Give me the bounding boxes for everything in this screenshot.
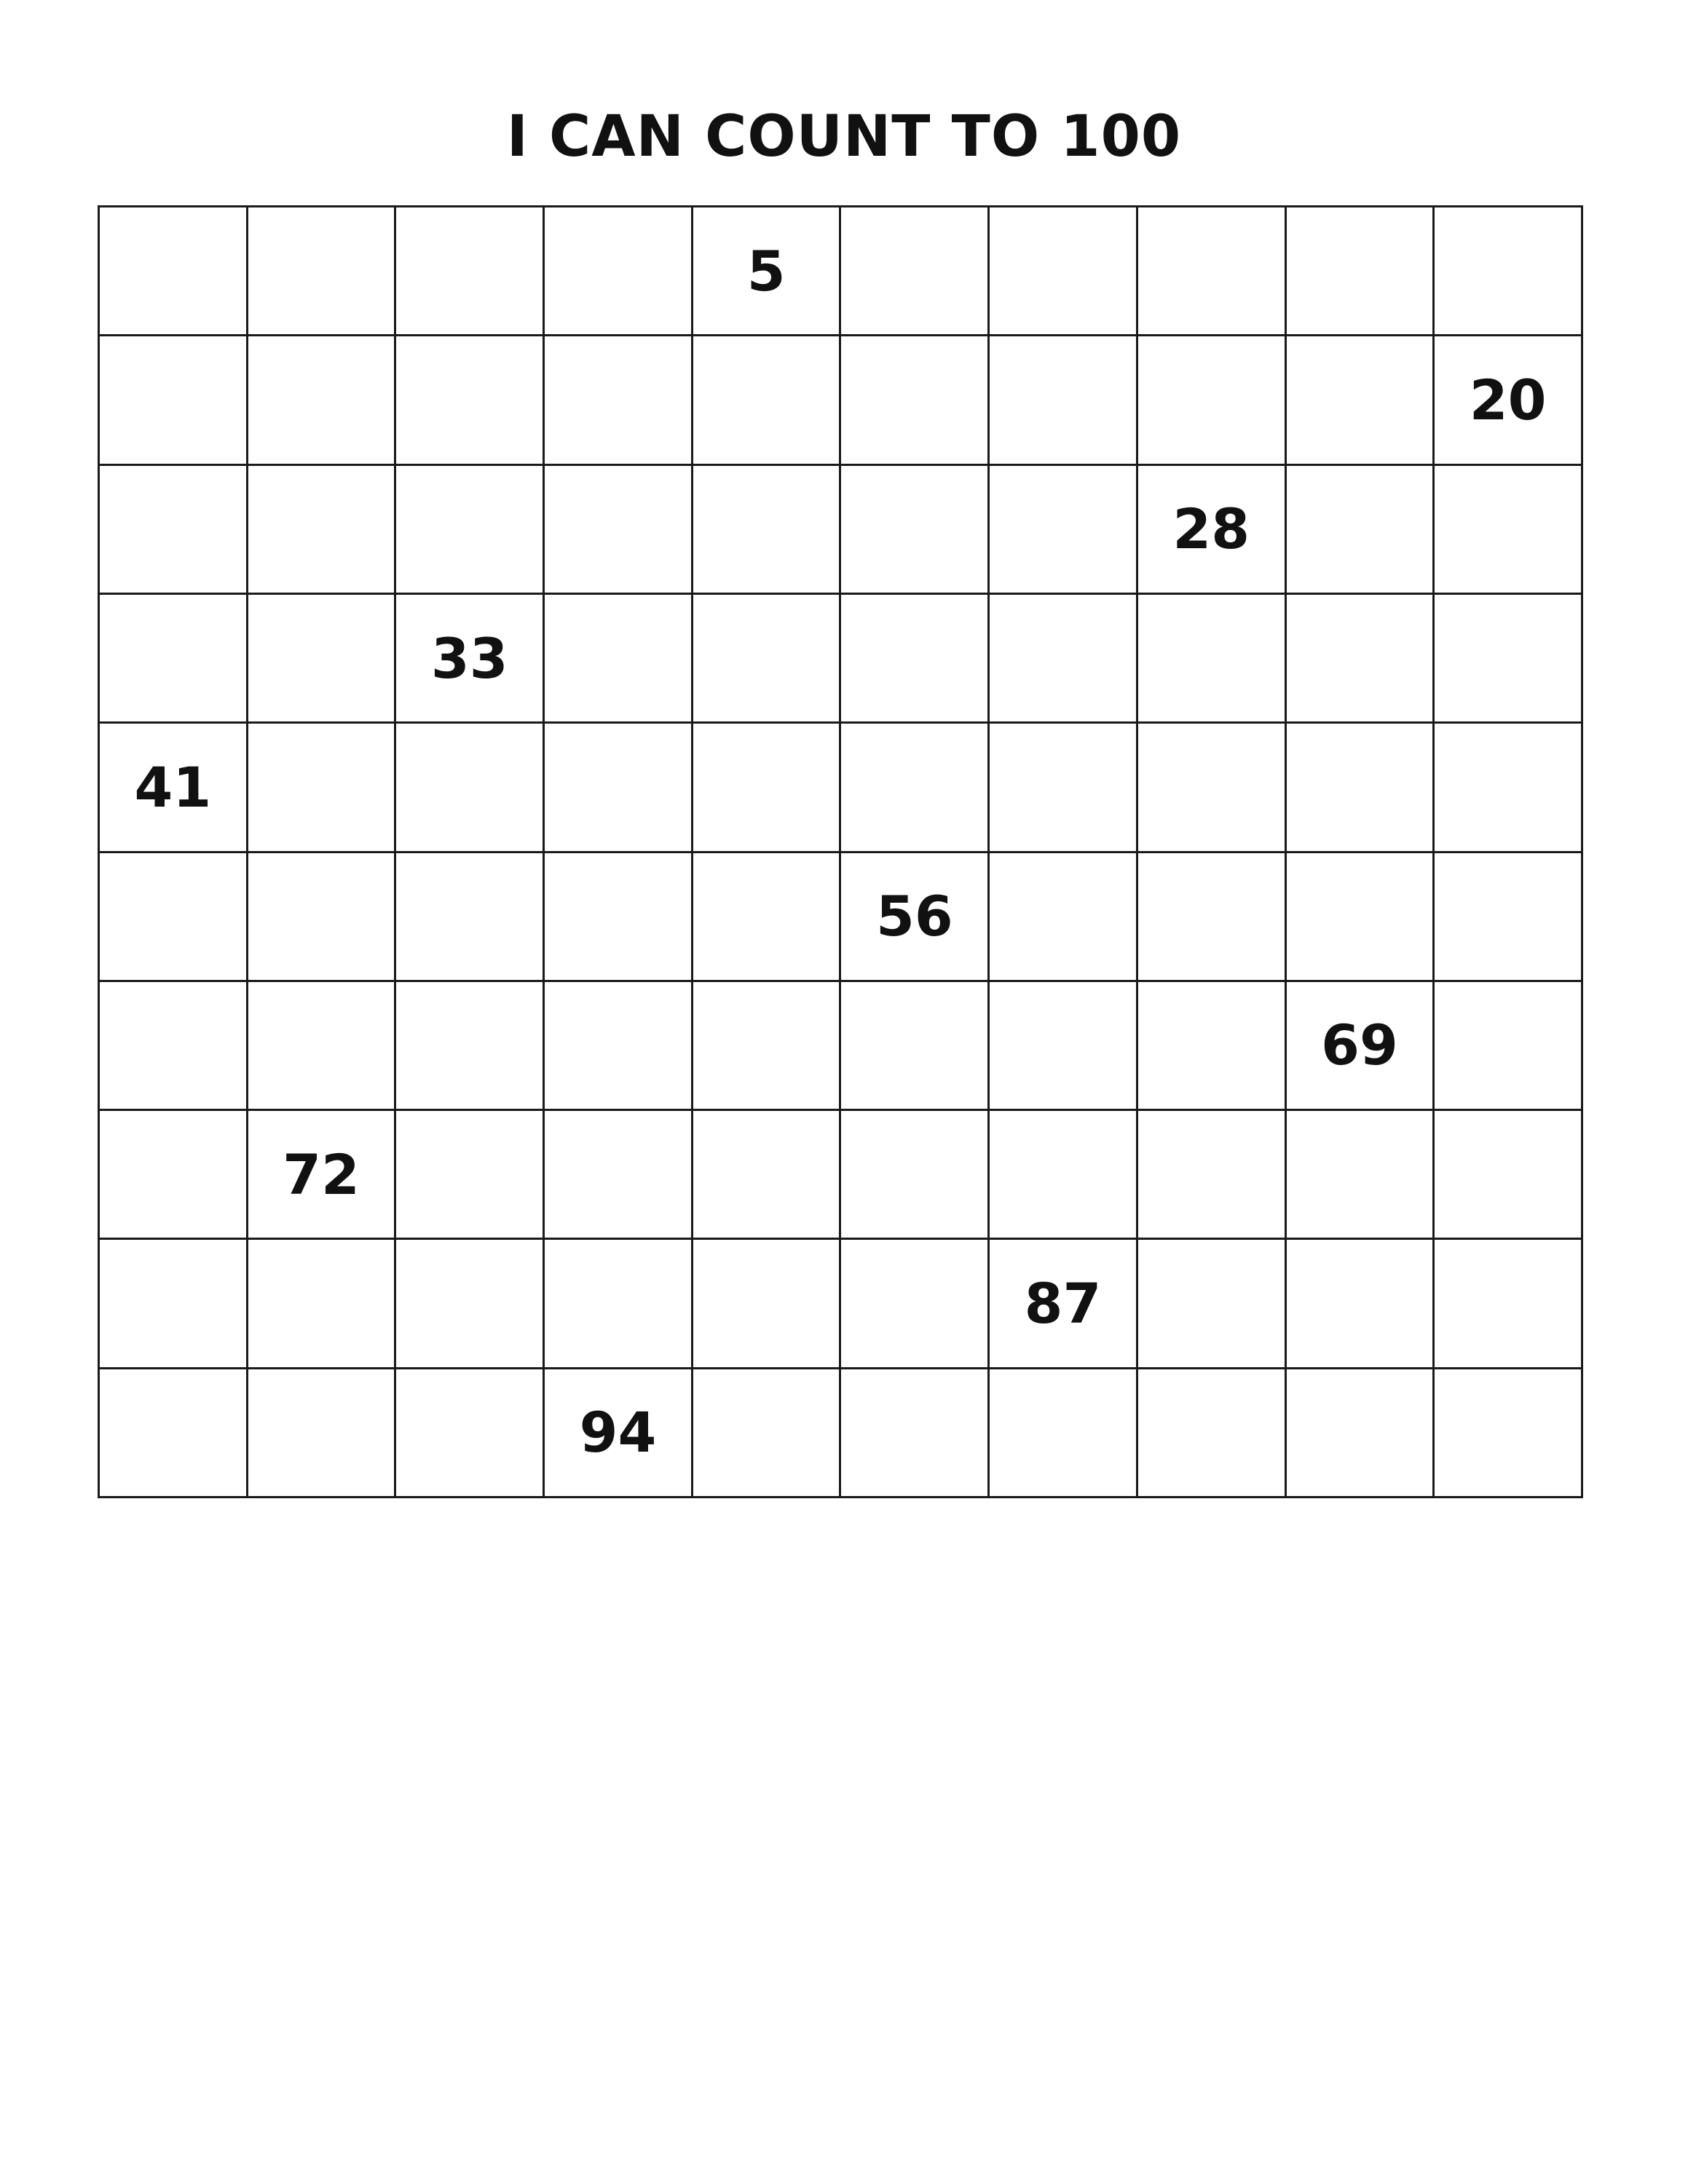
grid-cell-empty[interactable] xyxy=(100,853,248,982)
grid-cell-empty[interactable] xyxy=(990,466,1138,595)
grid-cell-filled: 72 xyxy=(248,1111,397,1240)
grid-cell-empty[interactable] xyxy=(1287,336,1435,465)
grid-cell-empty[interactable] xyxy=(990,853,1138,982)
grid-cell-empty[interactable] xyxy=(693,336,842,465)
grid-cell-empty[interactable] xyxy=(1435,207,1583,336)
grid-cell-empty[interactable] xyxy=(396,466,545,595)
grid-cell-empty[interactable] xyxy=(248,853,397,982)
grid-cell-empty[interactable] xyxy=(1435,466,1583,595)
grid-cell-empty[interactable] xyxy=(693,982,842,1111)
grid-cell-filled: 87 xyxy=(990,1240,1138,1369)
grid-cell-filled: 41 xyxy=(100,724,248,852)
grid-cell-empty[interactable] xyxy=(1435,595,1583,724)
grid-cell-empty[interactable] xyxy=(1138,207,1287,336)
grid-cell-empty[interactable] xyxy=(693,1369,842,1498)
grid-cell-empty[interactable] xyxy=(396,1240,545,1369)
grid-cell-empty[interactable] xyxy=(248,336,397,465)
grid-cell-empty[interactable] xyxy=(990,336,1138,465)
grid-cell-empty[interactable] xyxy=(1138,853,1287,982)
grid-cell-empty[interactable] xyxy=(693,1111,842,1240)
grid-cell-filled: 5 xyxy=(693,207,842,336)
grid-cell-empty[interactable] xyxy=(248,1240,397,1369)
grid-cell-empty[interactable] xyxy=(100,1369,248,1498)
grid-cell-empty[interactable] xyxy=(1287,853,1435,982)
grid-cell-empty[interactable] xyxy=(248,207,397,336)
grid-cell-empty[interactable] xyxy=(1287,595,1435,724)
grid-cell-empty[interactable] xyxy=(545,1111,693,1240)
grid-cell-filled: 20 xyxy=(1435,336,1583,465)
grid-cell-empty[interactable] xyxy=(396,982,545,1111)
grid-cell-empty[interactable] xyxy=(545,207,693,336)
grid-cell-empty[interactable] xyxy=(693,1240,842,1369)
grid-cell-empty[interactable] xyxy=(396,1369,545,1498)
grid-cell-empty[interactable] xyxy=(1287,1111,1435,1240)
grid-cell-filled: 69 xyxy=(1287,982,1435,1111)
grid-cell-empty[interactable] xyxy=(100,207,248,336)
grid-cell-empty[interactable] xyxy=(545,982,693,1111)
grid-cell-empty[interactable] xyxy=(990,1111,1138,1240)
grid-cell-empty[interactable] xyxy=(1138,595,1287,724)
grid-cell-empty[interactable] xyxy=(100,336,248,465)
grid-cell-empty[interactable] xyxy=(545,466,693,595)
grid-cell-empty[interactable] xyxy=(545,724,693,852)
grid-cell-filled: 56 xyxy=(841,853,990,982)
grid-cell-empty[interactable] xyxy=(1138,1369,1287,1498)
grid-cell-empty[interactable] xyxy=(693,724,842,852)
grid-cell-empty[interactable] xyxy=(1287,207,1435,336)
grid-cell-empty[interactable] xyxy=(841,1369,990,1498)
hundred-chart-grid xyxy=(98,205,1583,1498)
grid-cell-empty[interactable] xyxy=(1435,724,1583,852)
grid-cell-empty[interactable] xyxy=(990,207,1138,336)
grid-cell-empty[interactable] xyxy=(1287,1240,1435,1369)
grid-cell-empty[interactable] xyxy=(841,1240,990,1369)
grid-cell-empty[interactable] xyxy=(100,1111,248,1240)
grid-cell-empty[interactable] xyxy=(1138,982,1287,1111)
grid-cell-empty[interactable] xyxy=(100,466,248,595)
grid-cell-empty[interactable] xyxy=(990,595,1138,724)
grid-cell-empty[interactable] xyxy=(396,853,545,982)
grid-cell-empty[interactable] xyxy=(990,1369,1138,1498)
grid-cell-empty[interactable] xyxy=(1138,1240,1287,1369)
grid-cell-empty[interactable] xyxy=(545,595,693,724)
grid-cell-empty[interactable] xyxy=(1138,1111,1287,1240)
grid-cell-empty[interactable] xyxy=(841,724,990,852)
grid-cell-empty[interactable] xyxy=(1287,466,1435,595)
page-title: I CAN COUNT TO 100 xyxy=(506,104,1182,170)
grid-cell-empty[interactable] xyxy=(100,1240,248,1369)
grid-cell-empty[interactable] xyxy=(841,1111,990,1240)
grid-cell-empty[interactable] xyxy=(1435,1240,1583,1369)
grid-cell-empty[interactable] xyxy=(1435,1111,1583,1240)
grid-cell-empty[interactable] xyxy=(248,1369,397,1498)
grid-cell-empty[interactable] xyxy=(841,982,990,1111)
grid-cell-empty[interactable] xyxy=(100,982,248,1111)
grid-cell-empty[interactable] xyxy=(1138,336,1287,465)
grid-cell-empty[interactable] xyxy=(396,207,545,336)
grid-cell-empty[interactable] xyxy=(990,724,1138,852)
grid-cell-empty[interactable] xyxy=(248,724,397,852)
grid-cell-empty[interactable] xyxy=(1435,1369,1583,1498)
grid-cell-empty[interactable] xyxy=(841,207,990,336)
grid-cell-empty[interactable] xyxy=(1435,853,1583,982)
grid-cell-empty[interactable] xyxy=(693,595,842,724)
grid-cell-empty[interactable] xyxy=(1287,724,1435,852)
grid-cell-empty[interactable] xyxy=(248,982,397,1111)
grid-cell-empty[interactable] xyxy=(545,1240,693,1369)
grid-cell-filled: 33 xyxy=(396,595,545,724)
grid-cell-empty[interactable] xyxy=(545,336,693,465)
grid-cell-empty[interactable] xyxy=(693,466,842,595)
grid-cell-empty[interactable] xyxy=(1435,982,1583,1111)
grid-cell-empty[interactable] xyxy=(1287,1369,1435,1498)
grid-cell-empty[interactable] xyxy=(396,336,545,465)
grid-cell-filled: 94 xyxy=(545,1369,693,1498)
grid-cell-empty[interactable] xyxy=(841,466,990,595)
grid-cell-empty[interactable] xyxy=(100,595,248,724)
grid-cell-empty[interactable] xyxy=(693,853,842,982)
grid-cell-empty[interactable] xyxy=(248,466,397,595)
grid-cell-empty[interactable] xyxy=(841,595,990,724)
grid-cell-filled: 28 xyxy=(1138,466,1287,595)
grid-cell-empty[interactable] xyxy=(396,724,545,852)
grid-cell-empty[interactable] xyxy=(841,336,990,465)
grid-cell-empty[interactable] xyxy=(396,1111,545,1240)
grid-cell-empty[interactable] xyxy=(248,595,397,724)
grid-cell-empty[interactable] xyxy=(545,853,693,982)
grid-cell-empty[interactable] xyxy=(1138,724,1287,852)
grid-cell-empty[interactable] xyxy=(990,982,1138,1111)
